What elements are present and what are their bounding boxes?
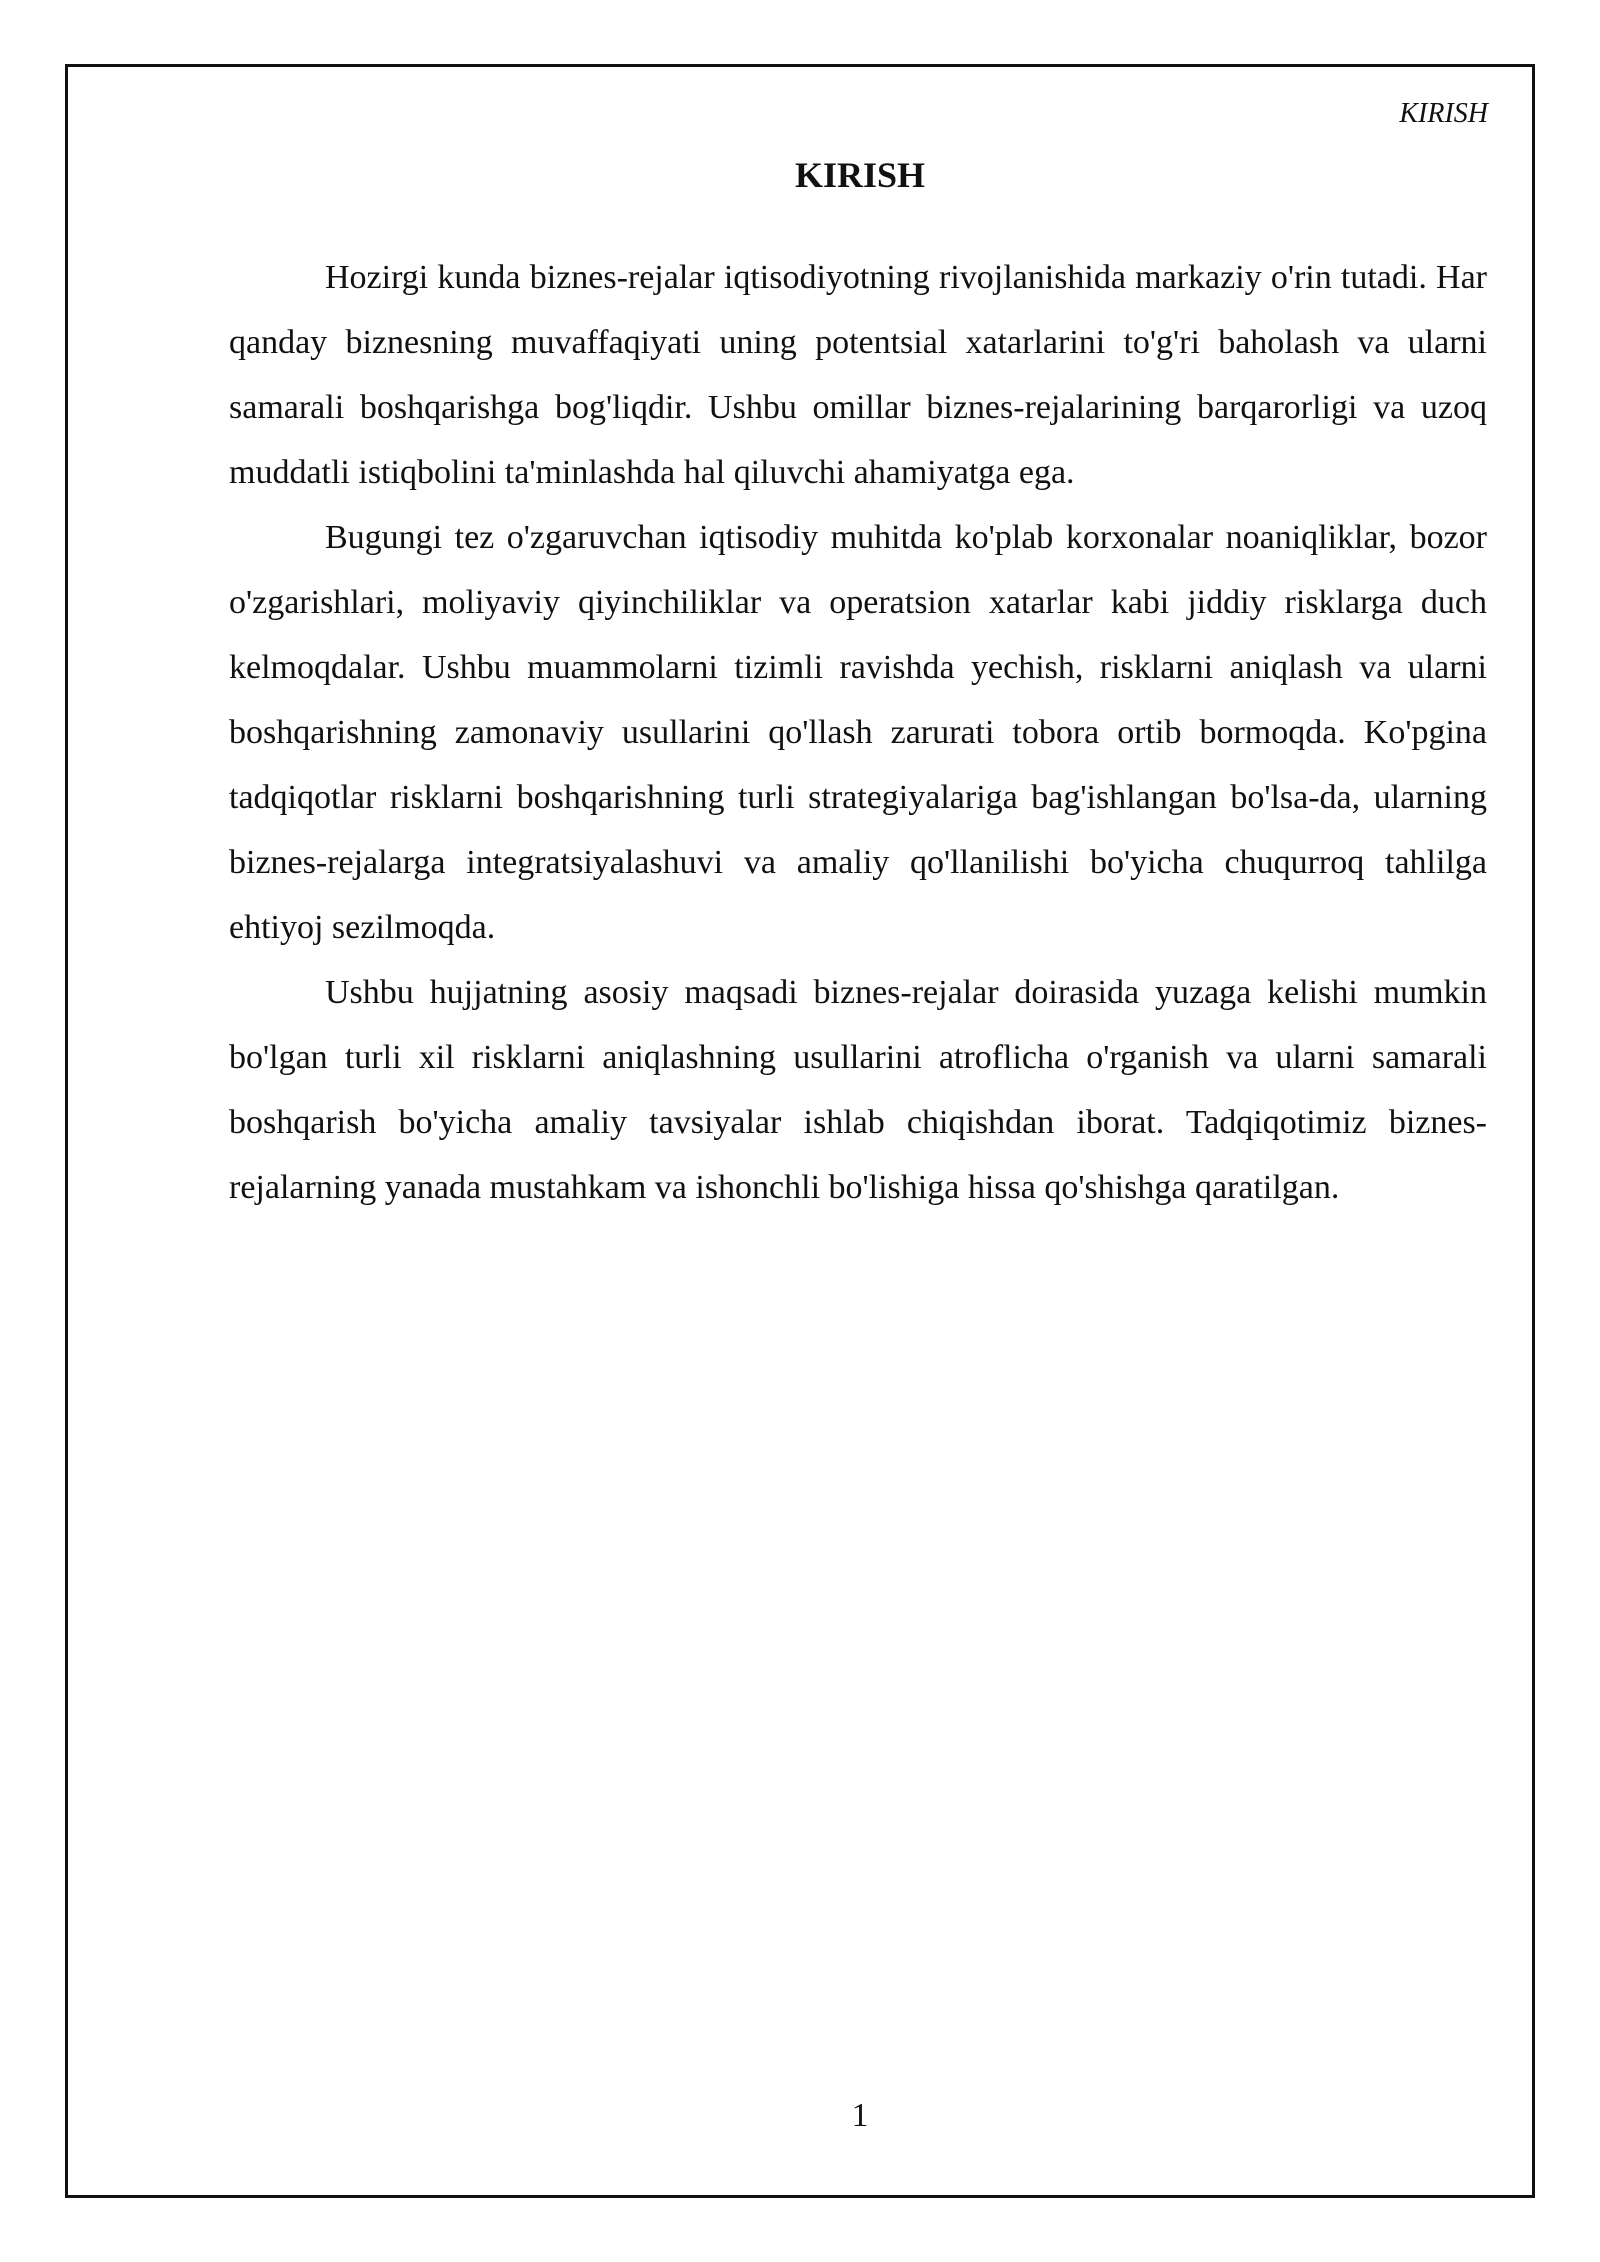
paragraph-1: Hozirgi kunda biznes-rejalar iqtisodiyotning rivojlanishida markaziy o'rin tutadi. Har qanday biznesning muvaffaqiyati uning potentsial xatarlarini to'g'ri baholash va ularni samarali boshqarishga bog'liqdir. Ushbu omillar biznes-rejalarining barqarorligi va uzoq muddatli istiqbolini ta'minlashda hal qiluvchi ahamiyatga ega.	[229, 259, 1487, 491]
page-number: 1	[851, 2097, 869, 2134]
body-text	[229, 245, 1487, 1220]
paragraph-2: Bugungi tez o'zgaruvchan iqtisodiy muhitda ko'plab korxonalar noaniqliklar, bozor o'zgarishlari, moliyaviy qiyinchiliklar va operatsion xatarlar kabi jiddiy risklarga duch kelmoqdalar. Ushbu muammolarni tizimli ravishda yechish, risklarni aniqlash va ularni boshqarishning zamonaviy usullarini qo'llash zarurati tobora ortib bormoqda. Ko'pgina tadqiqotlar risklarni boshqarishning turli strategiyalariga bag'ishlangan bo'lsa-da, ularning biznes-rejalarga integratsiyalashuvi va amaliy qo'llanilishi bo'yicha chuqurroq tahlilga ehtiyoj sezilmoqda.	[229, 519, 1487, 946]
paragraph-3: Ushbu hujjatning asosiy maqsadi biznes-rejalar doirasida yuzaga kelishi mumkin bo'lgan turli xil risklarni aniqlashning usullarini atroflicha o'rganish va ularni samarali boshqarish bo'yicha amaliy tavsiyalar ishlab chiqishdan iborat. Tadqiqotimiz biznes-rejalarning yanada mustahkam va ishonchli bo'lishiga hissa qo'shishga qaratilgan.	[229, 974, 1487, 1206]
page-title: KIRISH	[794, 155, 926, 195]
running-header: KIRISH	[1399, 98, 1488, 129]
